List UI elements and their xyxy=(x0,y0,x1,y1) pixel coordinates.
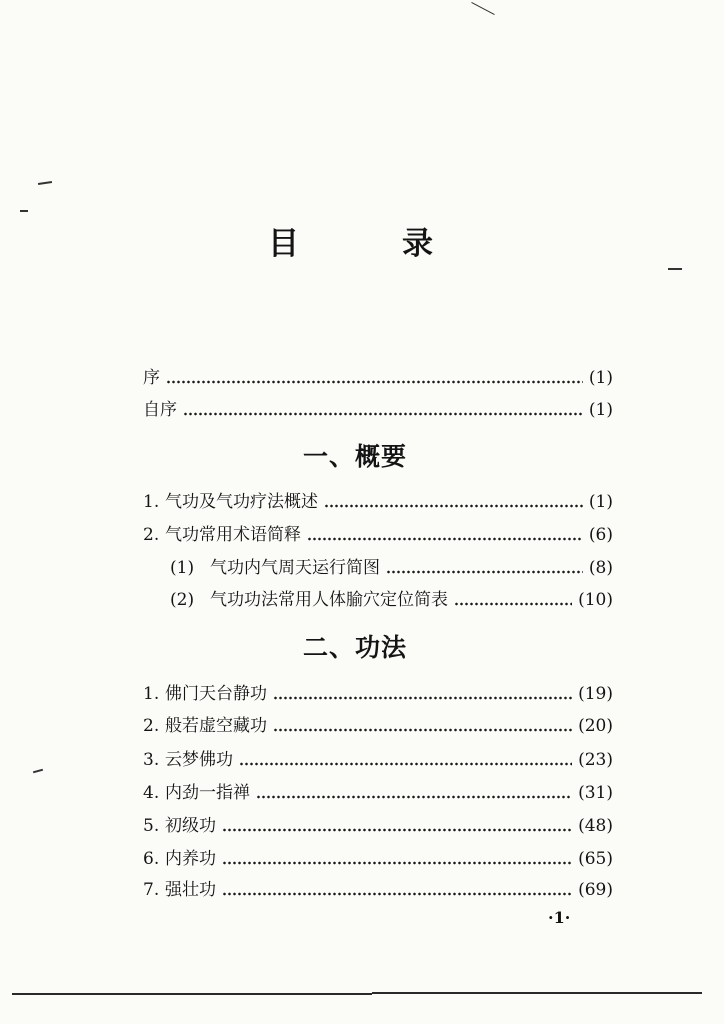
toc-entry-author-preface xyxy=(143,399,613,421)
toc-entry xyxy=(143,848,613,870)
toc-entry-page: (65) xyxy=(578,849,613,869)
scan-mark xyxy=(38,181,52,185)
toc-entry-number: 2. xyxy=(143,525,160,545)
toc-subentry xyxy=(170,557,613,579)
dot-leader xyxy=(256,795,572,799)
scan-edge-line xyxy=(372,992,702,994)
dot-leader xyxy=(324,504,583,508)
toc-entry-page: (1) xyxy=(588,368,613,388)
scan-mark xyxy=(471,2,494,15)
scan-edge-line xyxy=(12,993,372,995)
toc-entry-page: (23) xyxy=(578,750,613,770)
toc-entry-page: (19) xyxy=(578,684,613,704)
toc-entry-title: 气功内气周天运行简图 xyxy=(210,558,380,578)
toc-entry-number: 4. xyxy=(143,783,160,803)
toc-entry xyxy=(143,782,613,804)
dot-leader xyxy=(222,828,572,832)
toc-entry-number: 2. xyxy=(143,716,160,736)
dot-leader xyxy=(166,380,583,384)
toc-entry-number: (2) xyxy=(170,590,195,610)
toc-entry-page: (1) xyxy=(588,400,613,420)
toc-entry-page: (20) xyxy=(578,716,613,736)
toc-entry-page: (31) xyxy=(578,783,613,803)
page-title-char-1: 目 xyxy=(268,226,299,262)
toc-entry-page: (6) xyxy=(588,525,613,545)
toc-entry-number: 3. xyxy=(143,750,160,770)
toc-entry-number: 7. xyxy=(143,880,160,900)
toc-entry-title: 初级功 xyxy=(165,816,216,836)
dot-leader xyxy=(183,412,583,416)
toc-entry-title: 佛门天台静功 xyxy=(165,684,267,704)
scan-mark xyxy=(20,210,28,212)
toc-entry-title: 气功及气功疗法概述 xyxy=(165,492,318,512)
toc-entry-preface xyxy=(143,367,613,389)
dot-leader xyxy=(454,602,572,606)
dot-leader xyxy=(239,762,572,766)
toc-entry-title: 序 xyxy=(143,368,160,388)
scan-mark xyxy=(33,769,43,774)
toc-entry-page: (69) xyxy=(578,880,613,900)
toc-entry xyxy=(143,715,613,737)
toc-entry-title: 般若虚空藏功 xyxy=(165,716,267,736)
dot-leader xyxy=(307,537,583,541)
toc-entry-title: 内养功 xyxy=(165,849,216,869)
toc-entry-title: 内劲一指禅 xyxy=(165,783,250,803)
toc-entry-number: 1. xyxy=(143,684,160,704)
toc-entry xyxy=(143,524,613,546)
dot-leader xyxy=(386,570,583,574)
toc-entry-number: 6. xyxy=(143,849,160,869)
toc-entry-title: 强壮功 xyxy=(165,880,216,900)
toc-entry-title: 气功常用术语简释 xyxy=(165,525,301,545)
page-title-char-2: 录 xyxy=(402,226,433,262)
toc-entry xyxy=(143,491,613,513)
toc-subentry xyxy=(170,589,613,611)
toc-entry-page: (8) xyxy=(588,558,613,578)
toc-entry-page: (1) xyxy=(588,492,613,512)
dot-leader xyxy=(273,696,572,700)
toc-entry xyxy=(143,879,613,901)
toc-entry xyxy=(143,683,613,705)
toc-entry-number: 5. xyxy=(143,816,160,836)
toc-entry-title: 气功功法常用人体腧穴定位简表 xyxy=(210,590,448,610)
toc-entry-page: (10) xyxy=(578,590,613,610)
toc-entry xyxy=(143,749,613,771)
toc-entry-number: 1. xyxy=(143,492,160,512)
dot-leader xyxy=(222,861,572,865)
section-heading-1: 一、概要 xyxy=(302,442,407,471)
toc-entry-number: (1) xyxy=(170,558,195,578)
page-number: ·1· xyxy=(548,908,571,927)
dot-leader xyxy=(273,728,572,732)
toc-entry xyxy=(143,815,613,837)
toc-entry-title: 自序 xyxy=(143,400,177,420)
toc-entry-page: (48) xyxy=(578,816,613,836)
scan-mark xyxy=(668,268,682,270)
dot-leader xyxy=(222,892,572,896)
toc-entry-title: 云梦佛功 xyxy=(165,750,233,770)
section-heading-2: 二、功法 xyxy=(302,633,407,662)
